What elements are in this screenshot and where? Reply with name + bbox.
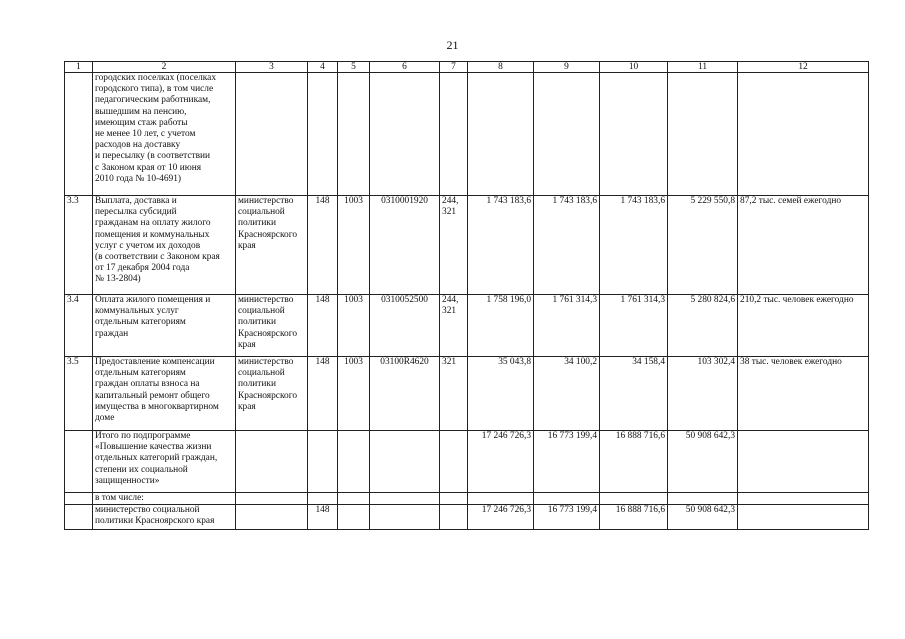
expected-result — [738, 505, 869, 530]
amount-year-2: 34 100,2 — [534, 357, 600, 431]
amount-year-2: 16 773 199,4 — [534, 431, 600, 493]
amount-year-1 — [468, 73, 534, 196]
executor — [236, 493, 308, 505]
item-description: Итого по подпрограмме «Повышение качества жизни отдельных категорий граждан, степени их социальной защищенности» — [93, 431, 236, 493]
column-number: 10 — [600, 62, 668, 73]
table-row-3-5 — [65, 357, 869, 431]
executor — [236, 73, 308, 196]
column-number: 5 — [338, 62, 370, 73]
section-code — [338, 73, 370, 196]
amount-year-2 — [534, 493, 600, 505]
grbs-code — [308, 431, 338, 493]
amount-total: 50 908 642,3 — [668, 431, 738, 493]
section-code — [338, 505, 370, 530]
item-description: Предоставление компенсации отдельным категориям граждан оплаты взноса на капитальный ремонт общего имущества в многоквартирном доме — [93, 357, 236, 431]
table-row-continuation — [65, 73, 869, 196]
expense-type — [440, 493, 468, 505]
expected-result: 210,2 тыс. человек ежегодно — [738, 295, 869, 357]
amount-year-1: 17 246 726,3 — [468, 505, 534, 530]
expected-result — [738, 493, 869, 505]
grbs-code — [308, 493, 338, 505]
amount-total — [668, 73, 738, 196]
expense-type — [440, 505, 468, 530]
grbs-code: 148 — [308, 295, 338, 357]
amount-year-3: 1 761 314,3 — [600, 295, 668, 357]
expense-type — [440, 431, 468, 493]
expense-type: 244, 321 — [440, 196, 468, 295]
amount-year-1: 17 246 726,3 — [468, 431, 534, 493]
target-article — [370, 505, 440, 530]
expected-result: 87,2 тыс. семей ежегодно — [738, 196, 869, 295]
amount-total: 5 280 824,6 — [668, 295, 738, 357]
budget-table — [64, 61, 869, 530]
item-number — [65, 73, 93, 196]
amount-year-1 — [468, 493, 534, 505]
expected-result: 38 тыс. человек ежегодно — [738, 357, 869, 431]
item-number: 3.3 — [65, 196, 93, 295]
target-article — [370, 431, 440, 493]
table-row-including — [65, 493, 869, 505]
column-number: 12 — [738, 62, 869, 73]
amount-total: 103 302,4 — [668, 357, 738, 431]
page-number: 21 — [446, 38, 459, 52]
section-code: 1003 — [338, 295, 370, 357]
amount-year-1: 1 758 196,0 — [468, 295, 534, 357]
section-code — [338, 431, 370, 493]
column-number: 1 — [65, 62, 93, 73]
amount-year-3 — [600, 73, 668, 196]
table-row-ministry — [65, 505, 869, 530]
item-description: Оплата жилого помещения и коммунальных услуг отдельным категориям граждан — [93, 295, 236, 357]
section-code: 1003 — [338, 357, 370, 431]
item-number: 3.4 — [65, 295, 93, 357]
column-number: 6 — [370, 62, 440, 73]
expected-result — [738, 73, 869, 196]
grbs-code: 148 — [308, 357, 338, 431]
amount-year-1: 35 043,8 — [468, 357, 534, 431]
amount-year-3: 34 158,4 — [600, 357, 668, 431]
amount-year-3 — [600, 493, 668, 505]
amount-total — [668, 493, 738, 505]
column-number: 4 — [308, 62, 338, 73]
amount-year-1: 1 743 183,6 — [468, 196, 534, 295]
section-code — [338, 493, 370, 505]
executor: министерство социальной политики Красноярского края — [236, 196, 308, 295]
executor — [236, 505, 308, 530]
amount-year-2: 1 743 183,6 — [534, 196, 600, 295]
amount-year-3: 16 888 716,6 — [600, 431, 668, 493]
expense-type: 244, 321 — [440, 295, 468, 357]
amount-year-3: 16 888 716,6 — [600, 505, 668, 530]
item-number — [65, 505, 93, 530]
target-article — [370, 73, 440, 196]
item-description: городских поселках (поселках городского типа), в том числе педагогическим работникам, вышедшим на пенсию, имеющим стаж работы не менее 10 лет, с учетом расходов на доставку и пересылку (в соответствии с Законом края от 10 июня 2010 года № 10-4691) — [93, 73, 236, 196]
column-number: 2 — [93, 62, 236, 73]
grbs-code: 148 — [308, 505, 338, 530]
expense-type — [440, 73, 468, 196]
expected-result — [738, 431, 869, 493]
item-description: министерство социальной политики Красноярского края — [93, 505, 236, 530]
target-article — [370, 493, 440, 505]
amount-year-2: 1 761 314,3 — [534, 295, 600, 357]
item-description: в том числе: — [93, 493, 236, 505]
target-article: 0310001920 — [370, 196, 440, 295]
amount-year-3: 1 743 183,6 — [600, 196, 668, 295]
item-number: 3.5 — [65, 357, 93, 431]
column-number: 3 — [236, 62, 308, 73]
amount-year-2 — [534, 73, 600, 196]
item-description: Выплата, доставка и пересылка субсидий гражданам на оплату жилого помещения и коммунальных услуг с учетом их доходов (в соответствии с Законом края от 17 декабря 2004 года № 13-2804) — [93, 196, 236, 295]
item-number — [65, 431, 93, 493]
column-number: 8 — [468, 62, 534, 73]
section-code: 1003 — [338, 196, 370, 295]
amount-total: 50 908 642,3 — [668, 505, 738, 530]
expense-type: 321 — [440, 357, 468, 431]
grbs-code — [308, 73, 338, 196]
target-article: 03100R4620 — [370, 357, 440, 431]
grbs-code: 148 — [308, 196, 338, 295]
table-row-subtotal — [65, 431, 869, 493]
table-row-3-3 — [65, 196, 869, 295]
table-row-3-4 — [65, 295, 869, 357]
column-number-row — [65, 62, 869, 73]
column-number: 7 — [440, 62, 468, 73]
column-number: 9 — [534, 62, 600, 73]
amount-total: 5 229 550,8 — [668, 196, 738, 295]
target-article: 0310052500 — [370, 295, 440, 357]
executor: министерство социальной политики Красноярского края — [236, 295, 308, 357]
item-number — [65, 493, 93, 505]
amount-year-2: 16 773 199,4 — [534, 505, 600, 530]
executor: министерство социальной политики Красноярского края — [236, 357, 308, 431]
column-number: 11 — [668, 62, 738, 73]
executor — [236, 431, 308, 493]
